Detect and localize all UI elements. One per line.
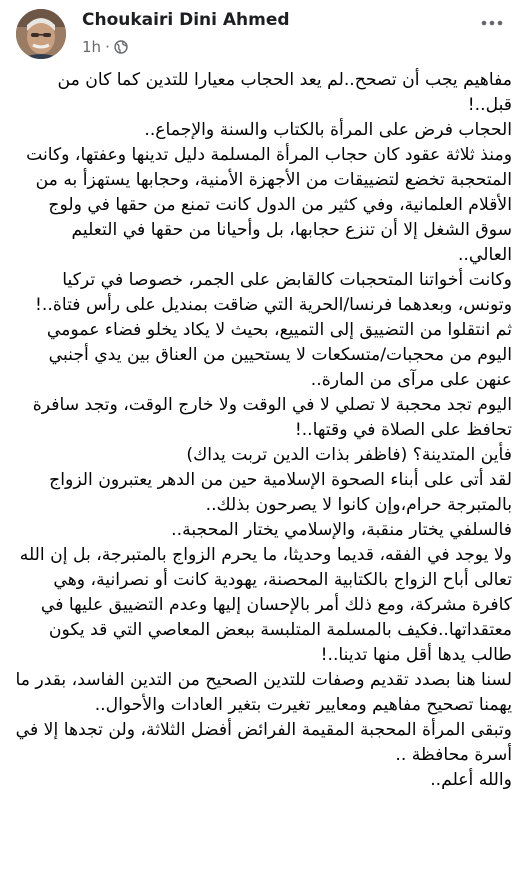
post-timestamp[interactable]: 1h: [82, 38, 102, 56]
post-paragraph: مفاهيم يجب أن تصحح..لم يعد الحجاب معيارا للتدين كما كان من قبل..!: [57, 70, 512, 115]
globe-icon[interactable]: [114, 40, 128, 54]
post-header: [0, 0, 519, 66]
post-paragraph: وتبقى المرأة المحجبة المقيمة الفرائض أفضل الثلاثة، ولن تجدها إلا في أسرة محافظة ..: [15, 720, 512, 765]
meta-separator: ·: [105, 38, 110, 56]
post-paragraph: فأين المتدينة؟ (فاظفر بذات الدين تربت يداك): [186, 445, 512, 465]
post-paragraph: لسنا هنا بصدد تقديم وصفات للتدين الصحيح من التدين الفاسد، بقدر ما يهمنا تصحيح مفاهيم ومعايير تغيرت بتغير العادات والأحوال..: [15, 670, 512, 715]
post-paragraph: لقد أتى على أبناء الصحوة الإسلامية حين من الدهر يعتبرون الزواج بالمتبرجة حرام،وإن كانوا لا يصرحون بذلك..: [49, 470, 512, 515]
post-meta: [82, 38, 128, 56]
avatar-photo-icon: [16, 9, 66, 59]
post-paragraph: اليوم تجد محجبة لا تصلي لا في الوقت ولا خارج الوقت، وتجد سافرة تحافظ على الصلاة في وقتها..!: [32, 395, 512, 440]
post-paragraph: وكانت أخواتنا المتحجبات كالقابض على الجمر، خصوصا في تركيا وتونس، وبعدهما فرنسا/الحرية التي ضاقت بمنديل على رأس فتاة..!: [35, 270, 512, 315]
post-paragraph: ومنذ ثلاثة عقود كان حجاب المرأة المسلمة دليل تدينها وعفتها، وكانت المتحجبة تخضع لتضييقات من الأجهزة الأمنية، وحجابها يستهزأ به من الأقلام العلمانية، وفي كثير من الدول كانت تمنع من حقها في ولوج سوق الشغل إلا أن تنزع حجابها، بل وأحيانا من حقها في التعليم العالي..: [26, 145, 512, 265]
avatar[interactable]: [16, 9, 66, 59]
more-options-button[interactable]: [475, 12, 509, 34]
post-paragraph: ثم انتقلوا من التضييق إلى التمييع، بحيث لا يكاد يخلو فضاء عمومي اليوم من محجبات/متسكعات لا يستحيين من العناق بين يدي أجنبي عنهن على مرآى من المارة..: [46, 320, 512, 390]
post-paragraph: فالسلفي يختار منقبة، والإسلامي يختار المحجبة..: [171, 520, 512, 540]
post-paragraph: الحجاب فرض على المرأة بالكتاب والسنة والإجماع..: [144, 120, 512, 140]
post-paragraph: ولا يوجد في الفقه، قديما وحديثا، ما يحرم الزواج بالمتبرجة، بل إن الله تعالى أباح الزواج بالكتابية المحصنة، يهودية كانت أو نصرانية، وهي كافرة مشركة، ومع ذلك أمر بالإحسان إليها وعدم التضييق عليها في معتقداتها..فكيف بالمسلمة المتلبسة ببعض المعاصي التي قد يكون طالب يدها أقل منها تدينا..!: [19, 545, 512, 665]
more-horizontal-icon: [481, 20, 503, 26]
post-text: [14, 68, 512, 884]
author-name[interactable]: Choukairi Dini Ahmed: [82, 10, 290, 30]
post-paragraph: والله أعلم..: [430, 770, 512, 790]
